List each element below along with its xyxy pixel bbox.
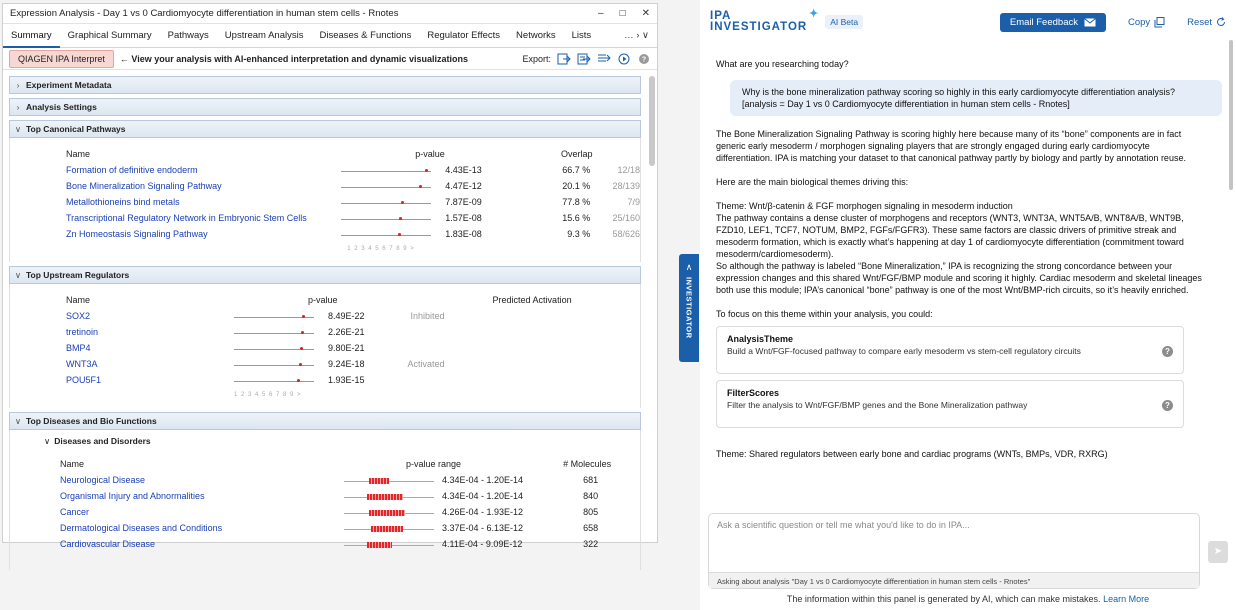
molecule-count: 658: [583, 523, 599, 533]
interpret-hint: ← View your analysis with AI-enhanced interpretation and dynamic visualizations: [119, 53, 468, 64]
pathway-link[interactable]: Bone Mineralization Signaling Pathway: [66, 181, 222, 191]
table-row[interactable]: [66, 226, 640, 242]
tab-pathways[interactable]: Pathways: [167, 29, 209, 41]
pvalue-range-bar: [344, 525, 434, 533]
window-titlebar: [3, 4, 657, 24]
email-feedback-button[interactable]: [1000, 13, 1106, 32]
window-title: Expression Analysis - Day 1 vs 0 Cardiomyocyte differentiation in human stem cells - Rnotes: [10, 8, 399, 19]
pvalue-range-bar: [344, 477, 434, 485]
analysis-tabs: [3, 24, 657, 48]
card-title: AnalysisTheme: [727, 334, 794, 344]
suggestion-card-analysis-theme[interactable]: [716, 326, 1184, 374]
disclaimer-text: The information within this panel is generated by AI, which can make mistakes.: [786, 594, 1101, 604]
molecule-count: 681: [583, 475, 599, 485]
investigator-panel: [700, 0, 1236, 610]
export-table-icon[interactable]: [597, 53, 611, 65]
export-document-icon[interactable]: [577, 53, 591, 65]
ipa-interpret-button[interactable]: QIAGEN IPA Interpret: [9, 50, 114, 68]
canonical-pathways-table: [66, 146, 640, 252]
refresh-icon: [1216, 17, 1226, 27]
section-title: Top Upstream Regulators: [26, 270, 130, 280]
pvalue-marker: [234, 345, 314, 353]
subsection-diseases-disorders[interactable]: [44, 434, 640, 448]
investigator-tab-label: INVESTIGATOR: [684, 277, 694, 339]
chevron-up-icon: ∧: [685, 262, 693, 272]
user-question: [730, 80, 1222, 116]
sparkle-icon: ✦: [808, 8, 820, 20]
pvalue: 9.80E-21: [328, 343, 365, 353]
send-icon: ➤: [1213, 546, 1223, 557]
tab-regulator-effects[interactable]: Regulator Effects: [427, 29, 501, 41]
theme-body: So although the pathway is labeled “Bone Mineralization,” IPA is recognizing the strong concordance between your expression changes and this shared Wnt/FGF/BMP module and scoring it highly. Cardiac mesoderm and skeletal lineages both use this module; IPA’s canonical “bone” pathway is one of the most Wnt/BMP-rich circuits, so it’s heavily enriched.: [716, 261, 1202, 295]
canonical-pathways-body: [9, 138, 641, 262]
disease-link[interactable]: Organismal Injury and Abnormalities: [60, 491, 205, 501]
pvalue-range: 4.26E-04 - 1.93E-12: [442, 507, 524, 517]
regulator-link[interactable]: SOX2: [66, 311, 91, 321]
pvalue-marker: [341, 231, 431, 239]
maximize-icon[interactable]: □: [619, 8, 626, 19]
section-title: Top Canonical Pathways: [26, 124, 126, 134]
theme-title: Theme: Shared regulators between early bone and cardiac programs (WNTs, BMPs, VDR, RXRG): [716, 449, 1108, 459]
chevron-down-icon: ∨: [14, 415, 22, 426]
pathway-link[interactable]: Zn Homeostasis Signaling Pathway: [66, 229, 208, 239]
minimize-icon[interactable]: –: [598, 8, 604, 19]
pathway-link[interactable]: Metallothioneins bind metals: [66, 197, 180, 207]
table-row[interactable]: [66, 162, 640, 178]
chat-transcript: [716, 58, 1208, 460]
learn-more-link[interactable]: Learn More: [1103, 594, 1150, 604]
col-overlap: Overlap: [561, 149, 593, 159]
pvalue-range-bar: [344, 509, 434, 517]
answer-paragraph: The Bone Mineralization Signaling Pathway is scoring highly here because many of its “bone” components are in fact generic early mesoderm / morphogen signaling players that are strongly engaged during early cardiomyocyte differentiation. IPA is matching your dataset to that canonical pathway partly by biology and partly by annotation reuse.: [716, 129, 1186, 163]
pvalue: 4.43E-13: [445, 165, 482, 175]
chevron-down-icon: ∨: [14, 269, 22, 280]
theme-title: Theme: Wnt/β-catenin & FGF morphogen signaling in mesoderm induction: [716, 201, 1013, 211]
left-scrollbar[interactable]: [649, 76, 655, 166]
overlap-percent: 77.8 %: [562, 197, 591, 207]
overlap-count: 28/139: [612, 181, 640, 191]
pvalue: 2.26E-21: [328, 327, 365, 337]
tab-upstream-analysis[interactable]: Upstream Analysis: [224, 29, 304, 41]
regulator-link[interactable]: POU5F1: [66, 375, 102, 385]
tab-lists[interactable]: Lists: [571, 29, 592, 41]
help-icon[interactable]: [637, 53, 651, 65]
overlap-percent: 15.6 %: [562, 213, 591, 223]
card-description: Build a Wnt/FGF-focused pathway to compare early mesoderm vs stem-cell regulatory circuits: [727, 346, 1081, 356]
card-description: Filter the analysis to Wnt/FGF/BMP genes and the Bone Mineralization pathway: [727, 400, 1028, 410]
pvalue: 1.93E-15: [328, 375, 365, 385]
pvalue-range: 4.34E-04 - 1.20E-14: [442, 491, 524, 501]
tab-summary[interactable]: Summary: [3, 24, 60, 48]
overlap-percent: 20.1 %: [562, 181, 591, 191]
question-context: [analysis = Day 1 vs 0 Cardiomyocyte differentiation in human stem cells - Rnotes]: [742, 99, 1070, 109]
pvalue: 1.83E-08: [445, 229, 482, 239]
pvalue: 4.47E-12: [445, 181, 482, 191]
logo-bottom: INVESTIGATOR: [710, 21, 808, 33]
subsection-title: Diseases and Disorders: [54, 436, 151, 446]
table-row[interactable]: [66, 340, 572, 356]
chevron-down-icon: ∨: [44, 435, 51, 446]
table-row[interactable]: [60, 504, 611, 520]
play-icon[interactable]: [617, 53, 631, 65]
diseases-table: [60, 456, 611, 552]
chevron-right-icon: ›: [16, 102, 20, 112]
table-row[interactable]: [66, 308, 572, 324]
col-molecules: # Molecules: [563, 459, 612, 469]
section-top-canonical-pathways[interactable]: [9, 120, 641, 138]
ai-beta-badge: AI Beta: [825, 15, 863, 29]
pvalue-range: 3.37E-04 - 6.13E-12: [442, 523, 524, 533]
table-row[interactable]: [66, 324, 572, 340]
question-text: Why is the bone mineralization pathway scoring so highly in this early cardiomyocyte differentiation analysis?: [742, 87, 1176, 97]
table-row[interactable]: [66, 178, 640, 194]
section-top-upstream-regulators[interactable]: [9, 266, 641, 284]
table-row[interactable]: [66, 372, 572, 388]
chat-input-placeholder[interactable]: Ask a scientific question or tell me what you'd like to do in IPA...: [717, 520, 970, 530]
table-row[interactable]: [60, 520, 611, 536]
col-name: Name: [66, 295, 91, 305]
summary-content: [3, 72, 647, 549]
rank-ticks[interactable]: 1 2 3 4 5 6 7 8 9 >: [234, 392, 302, 398]
overlap-count: 58/626: [612, 229, 640, 239]
upstream-regulators-body: [9, 284, 641, 408]
pvalue-marker: [234, 361, 314, 369]
expression-analysis-window: [2, 3, 658, 549]
col-name: Name: [60, 459, 85, 469]
card-title: FilterScores: [727, 388, 780, 398]
molecule-count: 322: [583, 539, 599, 549]
activation-state: Inhibited: [410, 311, 445, 321]
help-icon[interactable]: ?: [1162, 346, 1173, 357]
pvalue-marker: [341, 183, 431, 191]
pvalue-marker: [341, 199, 431, 207]
disease-link[interactable]: Cancer: [60, 507, 90, 517]
overlap-count: 12/18: [617, 165, 640, 175]
tab-networks[interactable]: Networks: [516, 29, 556, 41]
focus-prompt: To focus on this theme within your analysis, you could:: [716, 309, 933, 319]
ipa-investigator-logo: [710, 8, 820, 33]
disease-link[interactable]: Neurological Disease: [60, 475, 146, 485]
pvalue: 1.57E-08: [445, 213, 482, 223]
table-row[interactable]: [60, 488, 611, 504]
envelope-icon: [1084, 18, 1096, 27]
action-bar: [3, 48, 657, 70]
chat-input[interactable]: [708, 513, 1200, 589]
reset-label: Reset: [1187, 16, 1212, 28]
suggestion-card-filter-scores[interactable]: [716, 380, 1184, 428]
investigator-toggle[interactable]: [679, 254, 699, 362]
table-row[interactable]: [60, 536, 611, 552]
chat-context-bar: Asking about analysis "Day 1 vs 0 Cardiomyocyte differentiation in human stem cells - Rnotes": [709, 572, 1199, 588]
answer-paragraph: Here are the main biological themes driving this:: [716, 177, 909, 187]
overlap-percent: 66.7 %: [562, 165, 591, 175]
col-pvalue: p-value: [308, 295, 338, 305]
regulator-link[interactable]: tretinoin: [66, 327, 99, 337]
overlap-count: 7/9: [627, 197, 640, 207]
ai-disclaimer: [700, 594, 1236, 604]
pvalue-range: 4.34E-04 - 1.20E-14: [442, 475, 524, 485]
investigator-header: [700, 0, 1236, 44]
svg-text:?: ?: [641, 56, 647, 63]
pathway-link[interactable]: Formation of definitive endoderm: [66, 165, 198, 175]
pvalue-marker: [234, 313, 314, 321]
section-title: Experiment Metadata: [26, 80, 112, 90]
section-title: Analysis Settings: [26, 102, 97, 112]
pvalue-range-bar: [344, 493, 434, 501]
pvalue-marker: [341, 167, 431, 175]
table-row[interactable]: [60, 472, 611, 488]
overlap-count: 25/160: [612, 213, 640, 223]
molecule-count: 840: [583, 491, 599, 501]
pvalue: 7.87E-09: [445, 197, 482, 207]
reset-button[interactable]: [1187, 17, 1226, 28]
pvalue-marker: [234, 377, 314, 385]
copy-button[interactable]: [1128, 17, 1165, 28]
section-analysis-settings[interactable]: [9, 98, 641, 116]
pathway-link[interactable]: Transcriptional Regulatory Network in Embryonic Stem Cells: [66, 213, 307, 223]
theme-body: The pathway contains a dense cluster of morphogens and receptors (WNT3, WNT3A, WNT5A/B, WNT8A/B, WNT9B, FZD10, LEF1, TCF7, NOTUM, BMP2, FGFs/FGFR3). These same factors are classic drivers of primitive streak and mesoderm formation, which is exactly what’s happening at day 1 of cardiomyocyte differentiation (commitment toward mesoderm/cardiomesoderm).: [716, 213, 1184, 259]
section-top-diseases-bio-functions[interactable]: [9, 412, 641, 430]
help-icon[interactable]: ?: [1162, 400, 1173, 411]
col-predicted-activation: Predicted Activation: [492, 295, 572, 305]
pvalue-range: 4.11E-04 - 9.09E-12: [442, 539, 523, 549]
regulator-link[interactable]: BMP4: [66, 343, 91, 353]
email-feedback-label: Email Feedback: [1009, 16, 1078, 28]
regulator-link[interactable]: WNT3A: [66, 359, 98, 369]
table-row[interactable]: [66, 194, 640, 210]
diseases-body: [9, 430, 641, 570]
send-button[interactable]: [1208, 541, 1228, 563]
close-icon[interactable]: ✕: [641, 8, 650, 19]
rank-ticks[interactable]: 1 2 3 4 5 6 7 8 9 >: [347, 246, 415, 252]
pvalue: 9.24E-18: [328, 359, 365, 369]
disease-link[interactable]: Cardiovascular Disease: [60, 539, 156, 549]
export-image-icon[interactable]: [557, 53, 571, 65]
chat-scrollbar[interactable]: [1229, 40, 1233, 190]
table-row[interactable]: [66, 210, 640, 226]
logo-top: IPA: [710, 10, 732, 22]
pvalue-marker: [234, 329, 314, 337]
section-experiment-metadata[interactable]: [9, 76, 641, 94]
assistant-prompt: What are you researching today?: [716, 59, 849, 69]
section-title: Top Diseases and Bio Functions: [26, 416, 157, 426]
activation-state: Activated: [407, 359, 445, 369]
disease-link[interactable]: Dermatological Diseases and Conditions: [60, 523, 223, 533]
pvalue-range-bar: [344, 541, 434, 549]
table-row[interactable]: [66, 356, 572, 372]
chevron-down-icon: ∨: [14, 123, 22, 134]
upstream-regulators-table: [66, 292, 572, 398]
col-name: Name: [66, 149, 91, 159]
pvalue: 8.49E-22: [328, 311, 365, 321]
overlap-percent: 9.3 %: [567, 229, 591, 239]
copy-label: Copy: [1127, 16, 1151, 28]
molecule-count: 805: [583, 507, 599, 517]
tab-graphical-summary[interactable]: Graphical Summary: [67, 29, 152, 41]
tab-diseases-functions[interactable]: Diseases & Functions: [319, 29, 412, 41]
export-label: Export:: [522, 53, 551, 64]
col-pvalue: p-value: [415, 149, 445, 159]
chevron-right-icon: ›: [16, 80, 20, 90]
pvalue-marker: [341, 215, 431, 223]
export-group: [522, 53, 651, 65]
tabs-overflow-button[interactable]: … › ∨: [624, 30, 649, 41]
copy-icon: [1154, 17, 1165, 28]
col-pvalue-range: p-value range: [406, 459, 462, 469]
